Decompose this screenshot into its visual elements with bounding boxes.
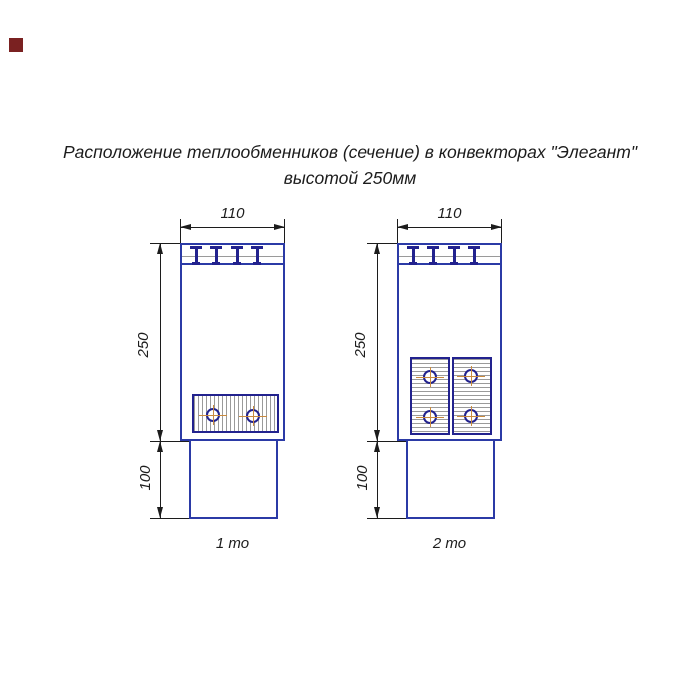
dim-width-label: 110 (220, 205, 245, 222)
grille-bolt-icon (190, 246, 202, 265)
extension-line (367, 441, 406, 442)
drawing-title (0, 139, 700, 191)
arrowhead-right (274, 224, 285, 230)
grille-bolt-icon (407, 246, 419, 265)
figure-2to (347, 205, 557, 565)
centerline (430, 367, 431, 387)
dimension-line-height (377, 243, 378, 518)
drawing-title-line1: Расположение теплообменников (сечение) в конвекторах "Элегант" (62, 142, 638, 162)
extension-line (150, 518, 189, 519)
extension-line (367, 518, 406, 519)
dim-lower-height-label: 100 (137, 465, 154, 491)
centerline (471, 406, 472, 426)
drawing-title-line2: высотой 250мм (283, 168, 417, 188)
dimension-line-width (180, 227, 285, 228)
grille-bolt-icon (251, 246, 263, 265)
extension-line (150, 441, 189, 442)
arrowhead-left (397, 224, 408, 230)
extension-line (367, 243, 397, 244)
centerline (471, 366, 472, 386)
centerline (213, 405, 214, 425)
arrowhead-down (157, 430, 163, 441)
extension-line (150, 243, 180, 244)
arrowhead-down (157, 507, 163, 518)
arrowhead-right (491, 224, 502, 230)
red-square-marker (9, 38, 23, 52)
dimension-line-width (397, 227, 502, 228)
dimension-line-height (160, 243, 161, 518)
arrowhead-down (374, 430, 380, 441)
figure-caption: 2 то (432, 535, 467, 552)
dim-height-label: 250 (135, 332, 152, 358)
extension-line (284, 219, 285, 243)
dim-height-label: 250 (352, 332, 369, 358)
arrowhead-up (374, 243, 380, 254)
extension-line (397, 219, 398, 243)
duct-box (189, 441, 278, 519)
figure-1to (130, 205, 340, 565)
duct-box (406, 441, 495, 519)
arrowhead-down (374, 507, 380, 518)
arrowhead-up (157, 243, 163, 254)
arrowhead-up (157, 441, 163, 452)
centerline (430, 407, 431, 427)
grille-bolt-icon (448, 246, 460, 265)
extension-line (501, 219, 502, 243)
grille-bolt-icon (468, 246, 480, 265)
grille-bolt-icon (210, 246, 222, 265)
arrowhead-up (374, 441, 380, 452)
dim-width-label: 110 (437, 205, 462, 222)
arrowhead-left (180, 224, 191, 230)
dim-lower-height-label: 100 (354, 465, 371, 491)
centerline (253, 406, 254, 426)
grille-bolt-icon (427, 246, 439, 265)
extension-line (180, 219, 181, 243)
figure-caption: 1 то (215, 535, 250, 552)
grille-bolt-icon (231, 246, 243, 265)
